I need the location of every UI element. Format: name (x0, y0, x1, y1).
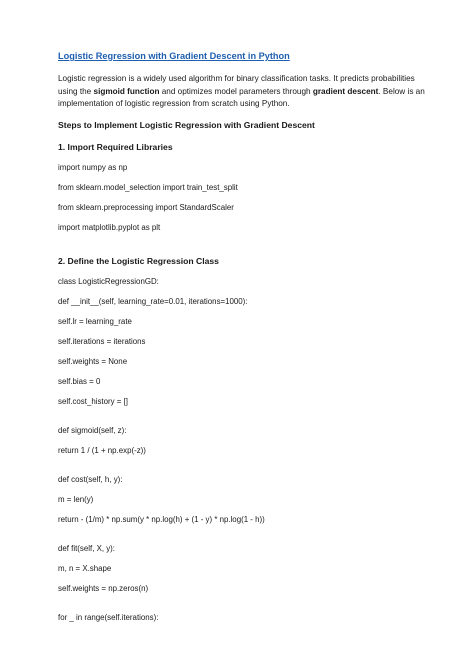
code-line: return 1 / (1 + np.exp(-z)) (58, 445, 146, 455)
intro-text-1: Logistic regression is a widely used algorithm for binary classification tasks. It predicts probabilities using the (58, 74, 415, 96)
intro-paragraph (58, 73, 428, 111)
code-line: self.weights = np.zeros(n) (58, 583, 149, 593)
code-line: self.iterations = iterations (58, 336, 146, 346)
code-line: def __init__(self, learning_rate=0.01, iterations=1000): (58, 296, 248, 306)
code-line: self.lr = learning_rate (58, 316, 132, 326)
code-line: return - (1/m) * np.sum(y * np.log(h) + (1 - y) * np.log(1 - h)) (58, 514, 265, 524)
intro-text-2: and optimizes model parameters through (159, 86, 313, 96)
intro-text-3: . Below is an implementation of logistic regression from scratch using Python. (58, 86, 425, 108)
code-line: m = len(y) (58, 494, 94, 504)
code-line: class LogisticRegressionGD: (58, 276, 159, 286)
steps-heading: Steps to Implement Logistic Regression with Gradient Descent (58, 119, 315, 130)
code-line: import numpy as np (58, 162, 128, 172)
code-line: for _ in range(self.iterations): (58, 612, 159, 622)
intro-bold-sigmoid: sigmoid function (93, 86, 160, 96)
code-line: m, n = X.shape (58, 563, 112, 573)
document-content (58, 50, 428, 623)
code-line: def fit(self, X, y): (58, 543, 116, 553)
code-line: from sklearn.model_selection import train_test_split (58, 182, 238, 192)
code-line: self.cost_history = [] (58, 396, 128, 406)
document-title-link[interactable]: Logistic Regression with Gradient Descent in Python (58, 51, 290, 61)
code-line: def cost(self, h, y): (58, 474, 123, 484)
section1-heading: 1. Import Required Libraries (58, 141, 173, 152)
code-line: self.weights = None (58, 356, 128, 366)
section2-heading: 2. Define the Logistic Regression Class (58, 255, 219, 266)
code-line: self.bias = 0 (58, 376, 101, 386)
code-line: from sklearn.preprocessing import StandardScaler (58, 202, 234, 212)
code-line: import matplotlib.pyplot as plt (58, 222, 161, 232)
intro-bold-gradient-descent: gradient descent (312, 86, 379, 96)
code-line: def sigmoid(self, z): (58, 425, 127, 435)
